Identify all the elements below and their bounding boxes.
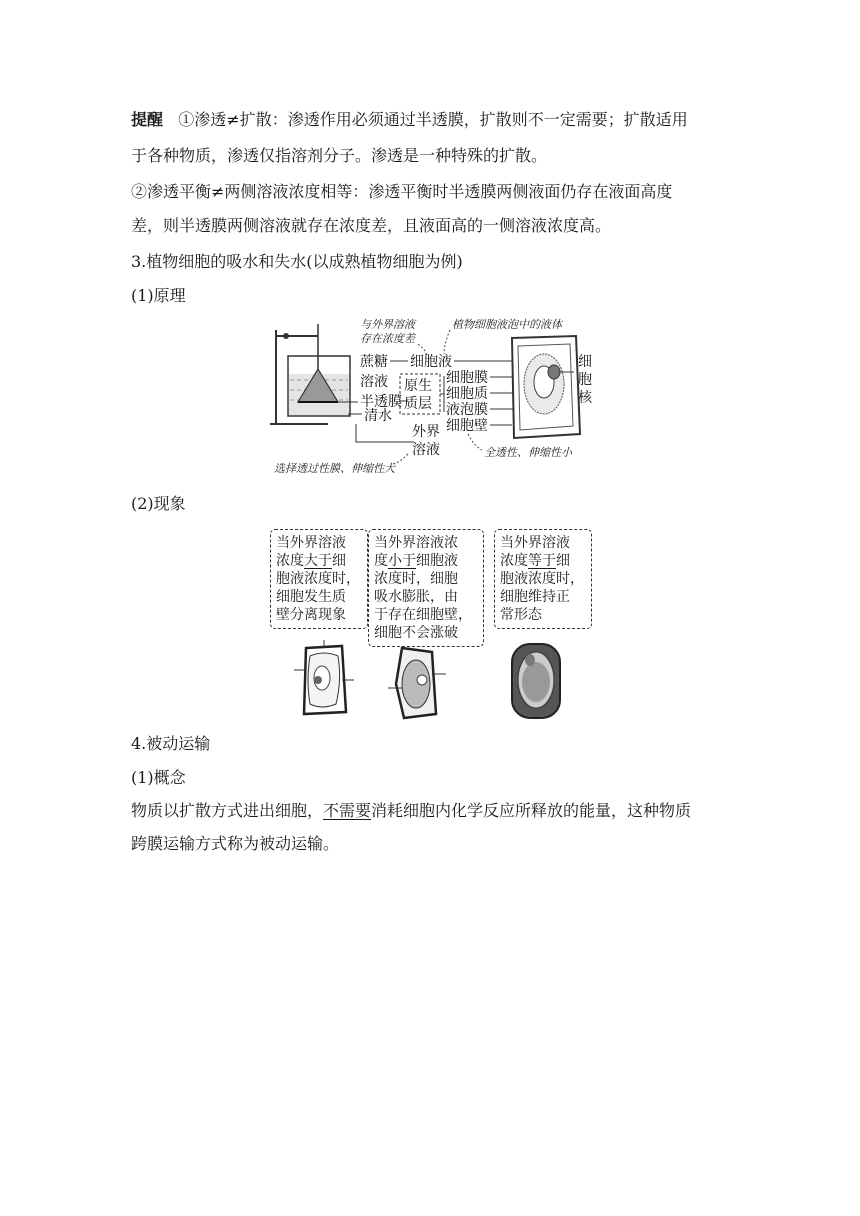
phenomenon-box-hypertonic	[270, 529, 368, 629]
phenomenon-3-line-4: 细胞维持正	[500, 589, 570, 605]
label-protoplast-1: 原生	[404, 378, 432, 394]
note-outer-2: 存在浓度差	[360, 332, 415, 345]
label-solution: 溶液	[360, 374, 388, 390]
concept-underlined: 不需要	[323, 801, 372, 820]
phenomenon-3-line-3: 胞液浓度时，	[500, 571, 584, 587]
phenomenon-2-line-5: 于存在细胞壁，	[374, 607, 472, 623]
reminder-text-1: ①渗透≠扩散：渗透作用必须通过半透膜，扩散则不一定需要；扩散适用	[178, 110, 688, 129]
label-water: 清水	[364, 408, 392, 424]
label-outer-1: 外界	[412, 424, 440, 440]
reminder-line-3: ②渗透平衡≠两侧溶液浓度相等：渗透平衡时半透膜两侧液面仍存在液面高度	[131, 182, 673, 201]
cell-normal-image	[508, 640, 564, 722]
concept-post: 消耗细胞内化学反应所释放的能量，这种物质	[371, 801, 692, 820]
note-membrane: 选择透过性膜、伸缩性大	[274, 462, 395, 475]
phenomenon-heading: (2)现象	[131, 494, 186, 513]
reminder-line-4: 差，则半透膜两侧溶液就存在浓度差，且液面高的一侧溶液浓度高。	[131, 216, 612, 235]
concept-pre: 物质以扩散方式进出细胞，	[131, 801, 324, 820]
label-cell-membrane: 细胞膜	[446, 370, 488, 386]
osmosis-principle-diagram	[268, 314, 598, 480]
reminder-line-1	[131, 110, 688, 130]
label-sucrose: 蔗糖	[360, 354, 388, 370]
label-protoplast-2: 质层	[404, 396, 432, 412]
phenomenon-box-hypotonic	[368, 529, 484, 647]
concept-line-1	[131, 801, 691, 821]
phenomenon-1-line-4: 细胞发生质	[276, 589, 346, 605]
phenomenon-2-line-3: 浓度时，细胞	[374, 571, 458, 587]
label-cell-sap: 细胞液	[410, 354, 452, 370]
phenomenon-3-line-5: 常形态	[500, 607, 542, 623]
label-nucleus-3: 核	[578, 390, 592, 406]
note-vacuole: 植物细胞液泡中的液体	[452, 318, 562, 331]
note-wall: 全透性、伸缩性小	[484, 446, 572, 459]
note-outer-1: 与外界溶液	[360, 318, 415, 331]
phenomenon-1-line-3: 胞液浓度时，	[276, 571, 360, 587]
phenomenon-3-line-2: 浓度等于细	[500, 553, 570, 569]
concept-line-2: 跨膜运输方式称为被动运输。	[131, 834, 340, 853]
concept-heading: (1)概念	[131, 768, 186, 787]
label-vacuole-membrane: 液泡膜	[446, 402, 488, 418]
phenomenon-2-line-6: 细胞不会涨破	[374, 625, 458, 641]
label-outer-2: 溶液	[412, 442, 440, 458]
phenomenon-2-line-2: 度小于细胞液	[374, 553, 458, 569]
phenomenon-1-line-2: 浓度大于细	[276, 553, 346, 569]
label-nucleus-1: 细	[578, 354, 592, 370]
section3-title: 3.植物细胞的吸水和失水(以成熟植物细胞为例)	[131, 252, 463, 271]
label-semi-membrane: 半透膜	[360, 394, 402, 410]
cell-plasmolysis-image	[294, 640, 354, 720]
phenomenon-3-line-1: 当外界溶液	[500, 535, 570, 551]
principle-heading: (1)原理	[131, 286, 186, 305]
label-nucleus-2: 胞	[578, 372, 592, 388]
phenomenon-1-line-5: 壁分离现象	[276, 607, 346, 623]
reminder-line-2: 于各种物质，渗透仅指溶剂分子。渗透是一种特殊的扩散。	[131, 146, 548, 165]
section4-title: 4.被动运输	[131, 734, 211, 753]
phenomenon-2-line-1: 当外界溶液浓	[374, 535, 458, 551]
reminder-label: 提醒	[131, 110, 164, 129]
phenomenon-2-line-4: 吸水膨胀，由	[374, 589, 458, 605]
label-cytoplasm: 细胞质	[446, 386, 488, 402]
phenomenon-box-isotonic	[494, 529, 592, 629]
label-cell-wall: 细胞壁	[446, 418, 488, 434]
phenomenon-1-line-1: 当外界溶液	[276, 535, 346, 551]
cell-water-uptake-image	[388, 644, 448, 722]
